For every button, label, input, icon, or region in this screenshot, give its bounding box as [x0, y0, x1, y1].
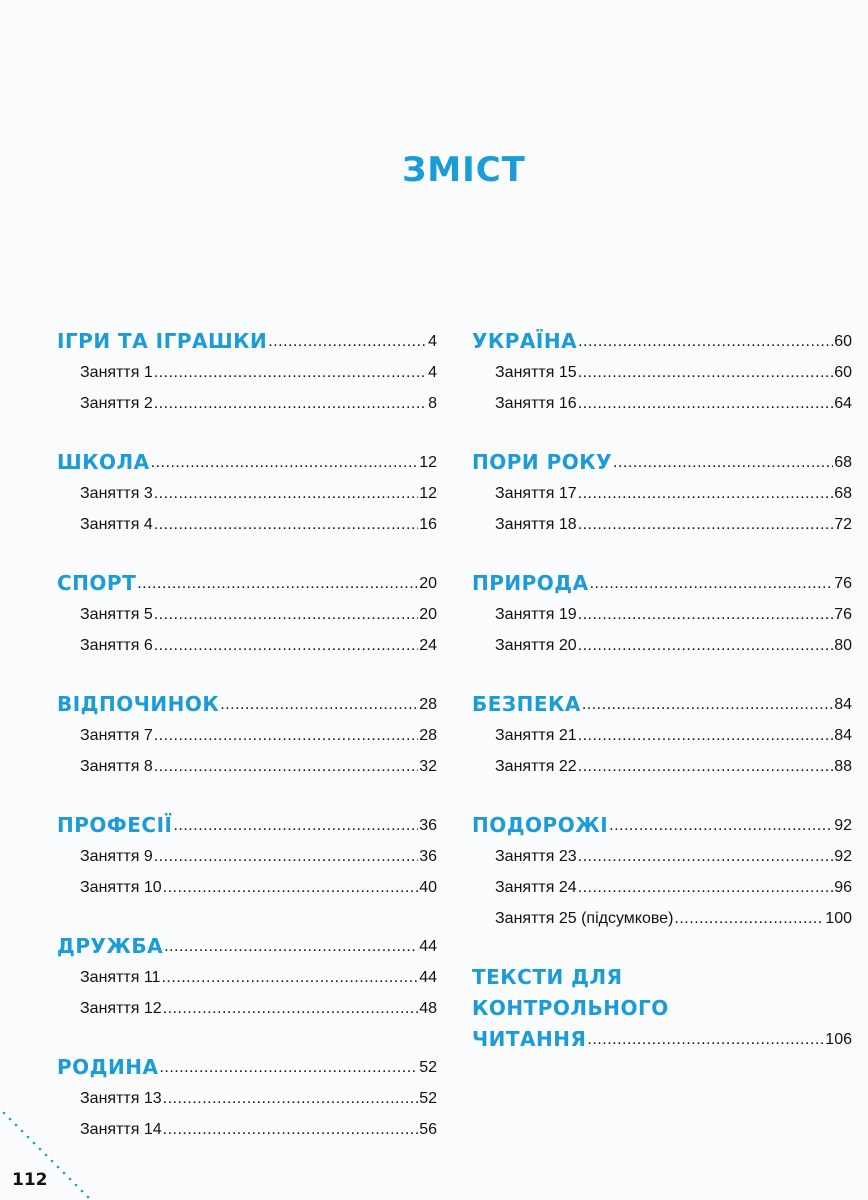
leader-dots [578, 630, 834, 661]
toc-lesson-label: Заняття 5 [80, 606, 153, 623]
toc-lesson-label: Заняття 4 [80, 516, 153, 533]
toc-heading-row[interactable] [472, 689, 852, 720]
leader-dots [578, 872, 834, 903]
toc-section [57, 689, 437, 782]
toc-page-number: 4 [428, 333, 437, 350]
toc-lesson-row[interactable] [472, 720, 852, 751]
toc-heading-row[interactable] [57, 689, 437, 720]
toc-section [57, 568, 437, 661]
page-title: ЗМІСТ [402, 150, 526, 190]
leader-dots [587, 1024, 824, 1055]
toc-lesson-label: Заняття 21 [495, 727, 577, 744]
toc-lesson-label: Заняття 14 [80, 1121, 162, 1138]
toc-heading-label: УКРАЇНА [472, 329, 578, 353]
toc-heading-label: ІГРИ ТА ІГРАШКИ [57, 329, 268, 353]
toc-page-number: 44 [419, 938, 437, 955]
toc-section [57, 931, 437, 1024]
leader-dots [578, 720, 834, 751]
toc-lesson-label: Заняття 13 [80, 1090, 162, 1107]
page-number: 112 [12, 1170, 48, 1190]
leader-dots [154, 751, 418, 782]
leader-dots [154, 841, 418, 872]
leader-dots [154, 630, 418, 661]
toc-lesson-row[interactable] [57, 599, 437, 630]
leader-dots [164, 931, 418, 962]
leader-dots [674, 903, 824, 934]
toc-heading-row[interactable] [472, 810, 852, 841]
toc-section [57, 1052, 437, 1145]
toc-lesson-label: Заняття 6 [80, 637, 153, 654]
toc-lesson-row[interactable] [472, 751, 852, 782]
toc-page-number: 88 [834, 758, 852, 775]
toc-lesson-row[interactable] [57, 1083, 437, 1114]
toc-heading-row[interactable] [472, 447, 852, 478]
toc-lesson-label: Заняття 20 [495, 637, 577, 654]
toc-page-number: 56 [419, 1121, 437, 1138]
leader-dots [578, 478, 834, 509]
toc-section [472, 568, 852, 661]
toc-lesson-row[interactable] [57, 509, 437, 540]
toc-heading-label: ДРУЖБА [57, 934, 164, 958]
leader-dots [154, 357, 427, 388]
leader-dots [154, 509, 418, 540]
toc-lesson-label: Заняття 15 [495, 364, 577, 381]
toc-lesson-label: Заняття 11 [80, 969, 161, 986]
leader-dots [159, 1052, 418, 1083]
toc-page-number: 20 [419, 606, 437, 623]
toc-heading-label: ВІДПОЧИНОК [57, 692, 220, 716]
toc-heading-label: ШКОЛА [57, 450, 150, 474]
toc-page-number: 68 [834, 454, 852, 471]
toc-section [472, 689, 852, 782]
leader-dots [173, 810, 418, 841]
toc-lesson-label: Заняття 8 [80, 758, 153, 775]
leader-dots [578, 509, 834, 540]
leader-dots [582, 689, 833, 720]
toc-page-number: 60 [834, 333, 852, 350]
toc-page-number: 24 [419, 637, 437, 654]
toc-heading-label: ПРОФЕСІЇ [57, 813, 173, 837]
toc-heading-row [472, 1024, 852, 1055]
toc-page-number: 48 [419, 1000, 437, 1017]
toc-page-number: 32 [419, 758, 437, 775]
toc-page-number: 44 [419, 969, 437, 986]
toc-lesson-label: Заняття 2 [80, 395, 153, 412]
toc-lesson-row[interactable] [57, 357, 437, 388]
toc-section [57, 810, 437, 903]
toc-lesson-row[interactable] [472, 388, 852, 419]
toc-page-number: 106 [825, 1031, 852, 1048]
toc-lesson-label: Заняття 16 [495, 395, 577, 412]
toc-lesson-row[interactable] [472, 599, 852, 630]
toc-lesson-label: Заняття 17 [495, 485, 577, 502]
toc-lesson-row[interactable] [57, 630, 437, 661]
toc-page-number: 36 [419, 848, 437, 865]
toc-lesson-label: Заняття 18 [495, 516, 577, 533]
toc-heading-label: ПОРИ РОКУ [472, 450, 613, 474]
toc-page-number: 12 [419, 485, 437, 502]
toc-lesson-row[interactable] [57, 478, 437, 509]
leader-dots [609, 810, 833, 841]
toc-lesson-label: Заняття 7 [80, 727, 153, 744]
toc-section [472, 326, 852, 419]
toc-heading-row[interactable] [57, 931, 437, 962]
toc-page-number: 76 [834, 606, 852, 623]
toc-lesson-row[interactable] [472, 357, 852, 388]
toc-heading-row[interactable] [57, 326, 437, 357]
toc-page-number: 60 [834, 364, 852, 381]
toc-page-number: 28 [419, 727, 437, 744]
toc-page-number: 12 [419, 454, 437, 471]
leader-dots [578, 751, 834, 782]
toc-lesson-label: Заняття 9 [80, 848, 153, 865]
toc-page-number: 36 [419, 817, 437, 834]
toc-page-number: 92 [834, 848, 852, 865]
leader-dots [163, 1114, 419, 1145]
toc-heading-line: КОНТРОЛЬНОГО [472, 996, 669, 1020]
leader-dots [154, 720, 418, 751]
toc-page-number: 76 [834, 575, 852, 592]
toc-lesson-label: Заняття 25 (підсумкове) [495, 910, 674, 927]
toc-page-number: 20 [419, 575, 437, 592]
toc-lesson-label: Заняття 10 [80, 879, 162, 896]
toc-page-number: 64 [834, 395, 852, 412]
toc-heading-label: ПОДОРОЖІ [472, 813, 609, 837]
toc-heading-row[interactable] [57, 447, 437, 478]
leader-dots [578, 841, 834, 872]
toc-heading-row[interactable] [57, 1052, 437, 1083]
toc-right-column [472, 326, 852, 1083]
toc-lesson-label: Заняття 12 [80, 1000, 162, 1017]
toc-lesson-row[interactable] [57, 962, 437, 993]
leader-dots [151, 447, 419, 478]
toc-lesson-row[interactable] [57, 388, 437, 419]
toc-lesson-row[interactable] [57, 720, 437, 751]
leader-dots [268, 326, 427, 357]
toc-lesson-label: Заняття 22 [495, 758, 577, 775]
leader-dots [578, 599, 834, 630]
toc-left-column [57, 326, 437, 1173]
toc-lesson-label: Заняття 3 [80, 485, 153, 502]
toc-section [57, 447, 437, 540]
leader-dots [137, 568, 418, 599]
leader-dots [154, 388, 427, 419]
toc-heading-label: БЕЗПЕКА [472, 692, 581, 716]
leader-dots [163, 993, 419, 1024]
toc-lesson-label: Заняття 23 [495, 848, 577, 865]
toc-lesson-row[interactable] [57, 841, 437, 872]
toc-lesson-label: Заняття 24 [495, 879, 577, 896]
toc-page-number: 72 [834, 516, 852, 533]
toc-lesson-row[interactable] [57, 993, 437, 1024]
toc-heading-row[interactable] [57, 568, 437, 599]
toc-lesson-label: Заняття 19 [495, 606, 577, 623]
toc-heading-label: ЧИТАННЯ [472, 1027, 587, 1051]
toc-section [472, 810, 852, 934]
toc-lesson-row[interactable] [472, 509, 852, 540]
toc-page-number: 52 [419, 1090, 437, 1107]
leader-dots [154, 478, 418, 509]
toc-lesson-row[interactable] [472, 630, 852, 661]
toc-page-number: 68 [834, 485, 852, 502]
toc-page-number: 96 [834, 879, 852, 896]
toc-section-reading-texts[interactable] [472, 962, 852, 1055]
toc-page-number: 100 [825, 910, 852, 927]
toc-page-number: 16 [419, 516, 437, 533]
toc-lesson-row[interactable] [57, 751, 437, 782]
leader-dots [578, 388, 834, 419]
toc-heading-row[interactable] [472, 568, 852, 599]
toc-heading-label: ПРИРОДА [472, 571, 589, 595]
leader-dots [163, 1083, 419, 1114]
toc-heading-label: СПОРТ [57, 571, 137, 595]
toc-lesson-row[interactable] [472, 903, 852, 934]
toc-heading-row[interactable] [472, 326, 852, 357]
toc-page-number: 80 [834, 637, 852, 654]
toc-page-number: 40 [419, 879, 437, 896]
leader-dots [220, 689, 418, 720]
toc-page-number: 92 [834, 817, 852, 834]
toc-lesson-label: Заняття 1 [80, 364, 153, 381]
toc-lesson-row[interactable] [472, 841, 852, 872]
toc-page-number: 28 [419, 696, 437, 713]
toc-page-number: 4 [428, 364, 437, 381]
toc-lesson-row[interactable] [57, 872, 437, 903]
toc-lesson-row[interactable] [57, 1114, 437, 1145]
leader-dots [613, 447, 833, 478]
toc-section [472, 447, 852, 540]
toc-lesson-row[interactable] [472, 872, 852, 903]
leader-dots [154, 599, 418, 630]
leader-dots [590, 568, 834, 599]
leader-dots [578, 326, 833, 357]
toc-lesson-row[interactable] [472, 478, 852, 509]
toc-page-number: 84 [834, 727, 852, 744]
toc-heading-row[interactable] [57, 810, 437, 841]
toc-heading-label: РОДИНА [57, 1055, 159, 1079]
leader-dots [578, 357, 834, 388]
toc-page-number: 52 [419, 1059, 437, 1076]
toc-section [57, 326, 437, 419]
leader-dots [161, 962, 418, 993]
leader-dots [163, 872, 419, 903]
toc-heading-line: ТЕКСТИ ДЛЯ [472, 965, 623, 989]
toc-page-number: 84 [834, 696, 852, 713]
toc-page-number: 8 [428, 395, 437, 412]
